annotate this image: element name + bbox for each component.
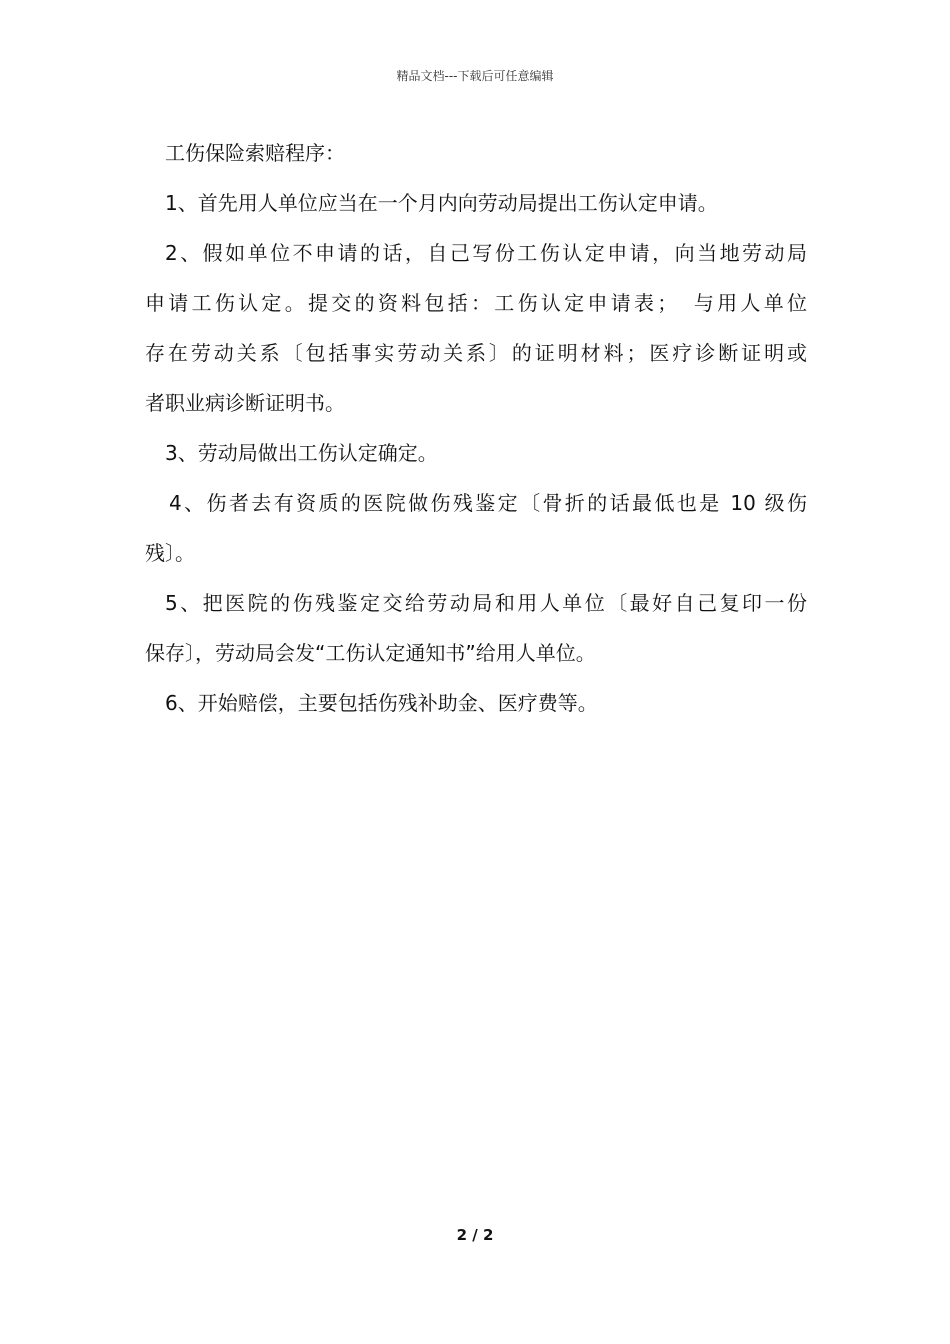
paragraph-line: 残〕。 (145, 541, 195, 565)
paragraph-line: 6、开始赔偿，主要包括伤残补助金、医疗费等。 (165, 691, 598, 715)
page-number: 2 / 2 (456, 1226, 494, 1244)
page-header: 精品文档---下载后可任意编辑 (396, 69, 554, 83)
paragraph-line: 存在劳动关系〔包括事实劳动关系〕的证明材料；医疗诊断证明或 (145, 341, 807, 365)
paragraph-line: 3、劳动局做出工伤认定确定。 (165, 441, 438, 465)
document-title: 工伤保险索赔程序： (165, 141, 345, 165)
paragraph-line: 1、首先用人单位应当在一个月内向劳动局提出工伤认定申请。 (165, 191, 718, 215)
paragraph-line: 2、假如单位不申请的话，自己写份工伤认定申请，向当地劳动局 (165, 241, 807, 265)
paragraph-line: 者职业病诊断证明书。 (145, 391, 345, 415)
paragraph-line: 申请工伤认定。提交的资料包括：工伤认定申请表； 与用人单位 (145, 291, 807, 315)
document-body (145, 128, 807, 728)
paragraph-line: 保存〕，劳动局会发“工伤认定通知书”给用人单位。 (145, 641, 596, 665)
paragraph-line: 5、把医院的伤残鉴定交给劳动局和用人单位〔最好自己复印一份 (165, 591, 807, 615)
paragraph-line: 4、伤者去有资质的医院做伤残鉴定〔骨折的话最低也是 10 级伤 (169, 491, 807, 515)
